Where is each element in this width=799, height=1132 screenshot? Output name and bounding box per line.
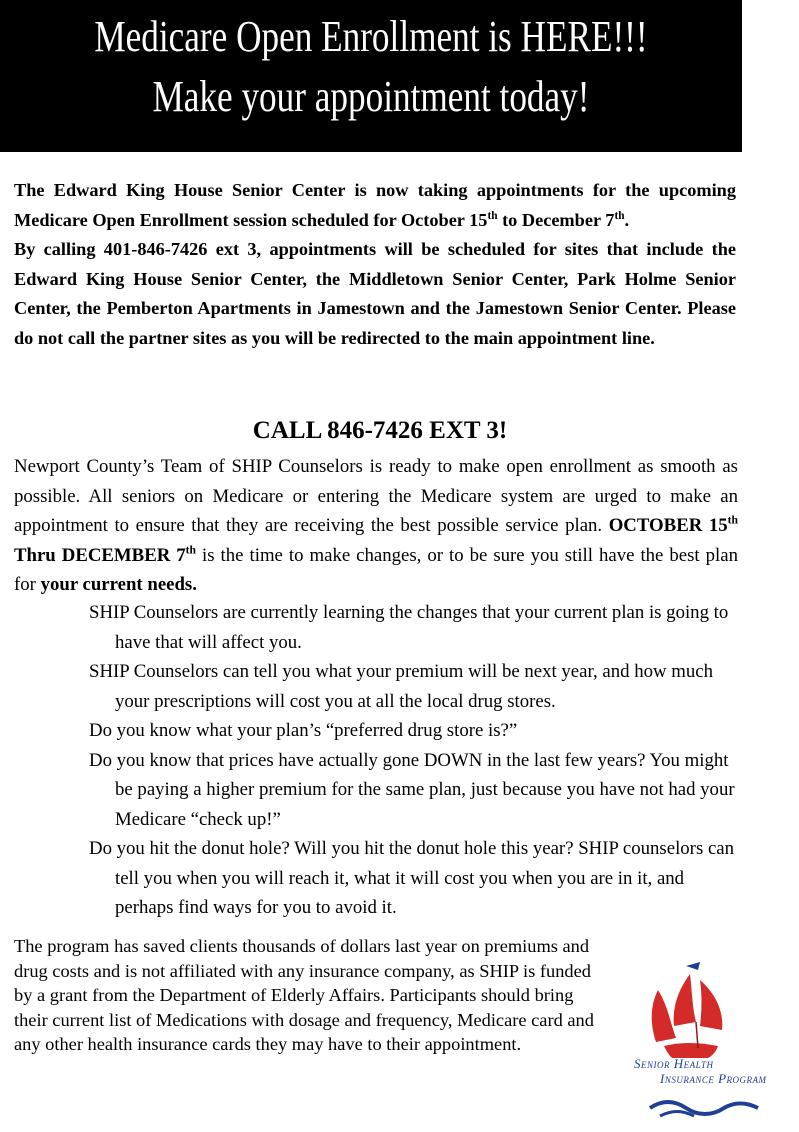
list-item: Do you know that prices have actually gone DOWN in the last few years? You might be paying a higher premium for the same plan, just because you have not had your Medicare “check up!” [89,749,735,830]
logo-text: Senior Health Insurance Program [634,1056,767,1086]
body-paragraph: Newport County’s Team of SHIP Counselors is ready to make open enrollment as smooth as possible. All seniors on Medicare or entering the Medicare system are urged to make an appointment to ensure that they are receiving the best possible service plan. OCTOBER 15th Thru DECEMBER 7th is the time to make changes, or to be sure you still have the best plan for your current needs. [14,456,739,595]
sailboat-logo-icon [620,960,796,1120]
list-item: SHIP Counselors are currently learning the changes that your current plan is going to have that will affect you. [89,602,729,653]
list-item: Do you hit the donut hole? Will you hit the donut hole this year? SHIP counselors can tell you when you will reach it, what it will cost you when you are in it, and perhaps find ways for you to avoid it. [89,838,735,918]
enrollment-dates: OCTOBER 15th Thru DECEMBER 7th [14,513,739,566]
header-banner [0,0,742,152]
intro-paragraph-1: The Edward King House Senior Center is now taking appointments for the upcoming Medicare Open Enrollment session scheduled for October 15th to December 7th. [14,180,736,230]
list-item: SHIP Counselors can tell you what your premium will be next year, and how much your prescriptions will cost you at all the local drug stores. [89,661,713,712]
ship-logo [620,960,796,1120]
intro-paragraph-2: By calling 401-846-7426 ext 3, appointments will be scheduled for sites that include the Edward King House Senior Center, the Middletown Senior Center, Park Holme Senior Center, the Pemberton Apartments in Jamestown and the Jamestown Senior Center. Please do not call the partner sites as you will be redirected to the main appointment line. [14,239,736,348]
banner-subtitle: Make your appointment today! [152,72,590,121]
closing-paragraph: The program has saved clients thousands of dollars last year on premiums and drug costs and is not affiliated with any insurance company, as SHIP is funded by a grant from the Department of Elderly Affairs. Participants should bring their current list of Medications with dosage and frequency, Medicare card and any other health insurance cards they may have to their appointment. [14,936,594,1055]
call-to-action: CALL 846-7426 EXT 3! [252,417,508,444]
list-item: Do you know what your plan’s “preferred drug store is?” [89,720,518,741]
intro-section [14,176,736,353]
counselor-points-list [89,598,739,923]
banner-title: Medicare Open Enrollment is HERE!!! [94,12,648,61]
